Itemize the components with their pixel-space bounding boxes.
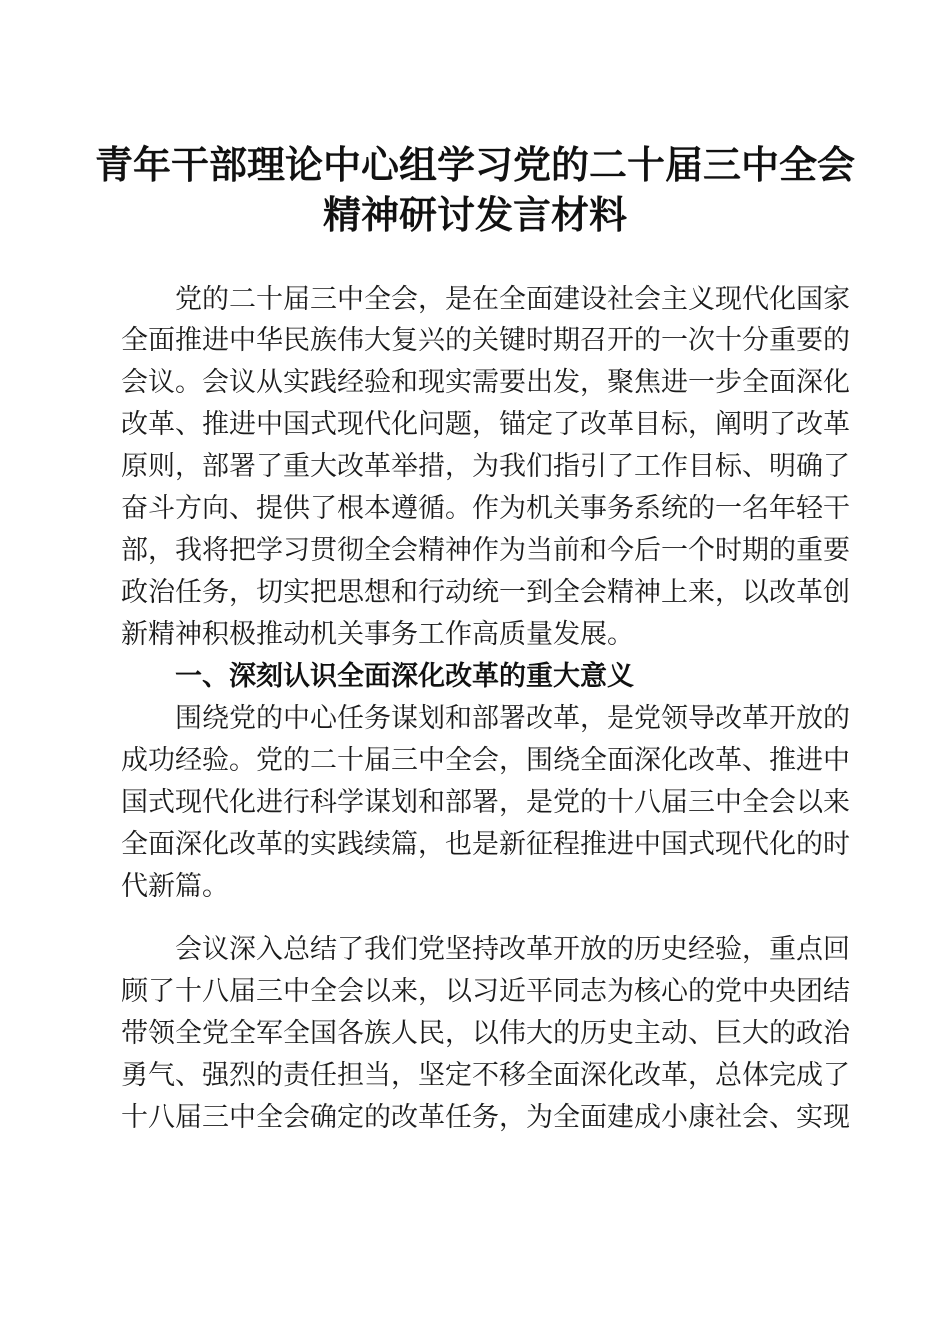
paragraph-2-line-5: 代新篇。 <box>121 871 229 902</box>
paragraph-1-line-8: 政治任务，切实把思想和行动统一到全会精神上来，以改革创 <box>121 577 850 608</box>
paragraph-1-line-3: 会议。会议从实践经验和现实需要出发，聚焦进一步全面深化 <box>121 367 850 398</box>
paragraph-1-line-2: 全面推进中华民族伟大复兴的关键时期召开的一次十分重要的 <box>121 325 850 356</box>
paragraph-3-line-1: 会议深入总结了我们党坚持改革开放的历史经验，重点回 <box>175 934 850 965</box>
paragraph-1-line-4: 改革、推进中国式现代化问题，锚定了改革目标，阐明了改革 <box>121 409 850 440</box>
paragraph-1-line-6: 奋斗方向、提供了根本遵循。作为机关事务系统的一名年轻干 <box>121 493 850 524</box>
paragraph-1-line-9: 新精神积极推动机关事务工作高质量发展。 <box>121 619 634 650</box>
paragraph-3-line-2: 顾了十八届三中全会以来，以习近平同志为核心的党中央团结 <box>121 976 850 1007</box>
paragraph-1-line-5: 原则，部署了重大改革举措，为我们指引了工作目标、明确了 <box>121 451 850 482</box>
paragraph-2-line-1: 围绕党的中心任务谋划和部署改革，是党领导改革开放的 <box>175 703 850 734</box>
paragraph-2-line-2: 成功经验。党的二十届三中全会，围绕全面深化改革、推进中 <box>121 745 850 776</box>
document-title-line-1: 青年干部理论中心组学习党的二十届三中全会 <box>94 142 855 187</box>
section-heading-1: 一、深刻认识全面深化改革的重大意义 <box>175 661 634 692</box>
paragraph-3-line-5: 十八届三中全会确定的改革任务，为全面建成小康社会、实现 <box>121 1102 850 1133</box>
paragraph-3-line-4: 勇气、强烈的责任担当，坚定不移全面深化改革，总体完成了 <box>121 1060 850 1091</box>
paragraph-1-line-7: 部，我将把学习贯彻全会精神作为当前和今后一个时期的重要 <box>121 535 850 566</box>
paragraph-2-line-3: 国式现代化进行科学谋划和部署，是党的十八届三中全会以来 <box>121 787 850 818</box>
paragraph-2-line-4: 全面深化改革的实践续篇，也是新征程推进中国式现代化的时 <box>121 829 850 860</box>
document-title-line-2: 精神研讨发言材料 <box>322 192 627 237</box>
paragraph-1-line-1: 党的二十届三中全会，是在全面建设社会主义现代化国家 <box>175 284 850 315</box>
paragraph-3-line-3: 带领全党全军全国各族人民，以伟大的历史主动、巨大的政治 <box>121 1018 850 1049</box>
